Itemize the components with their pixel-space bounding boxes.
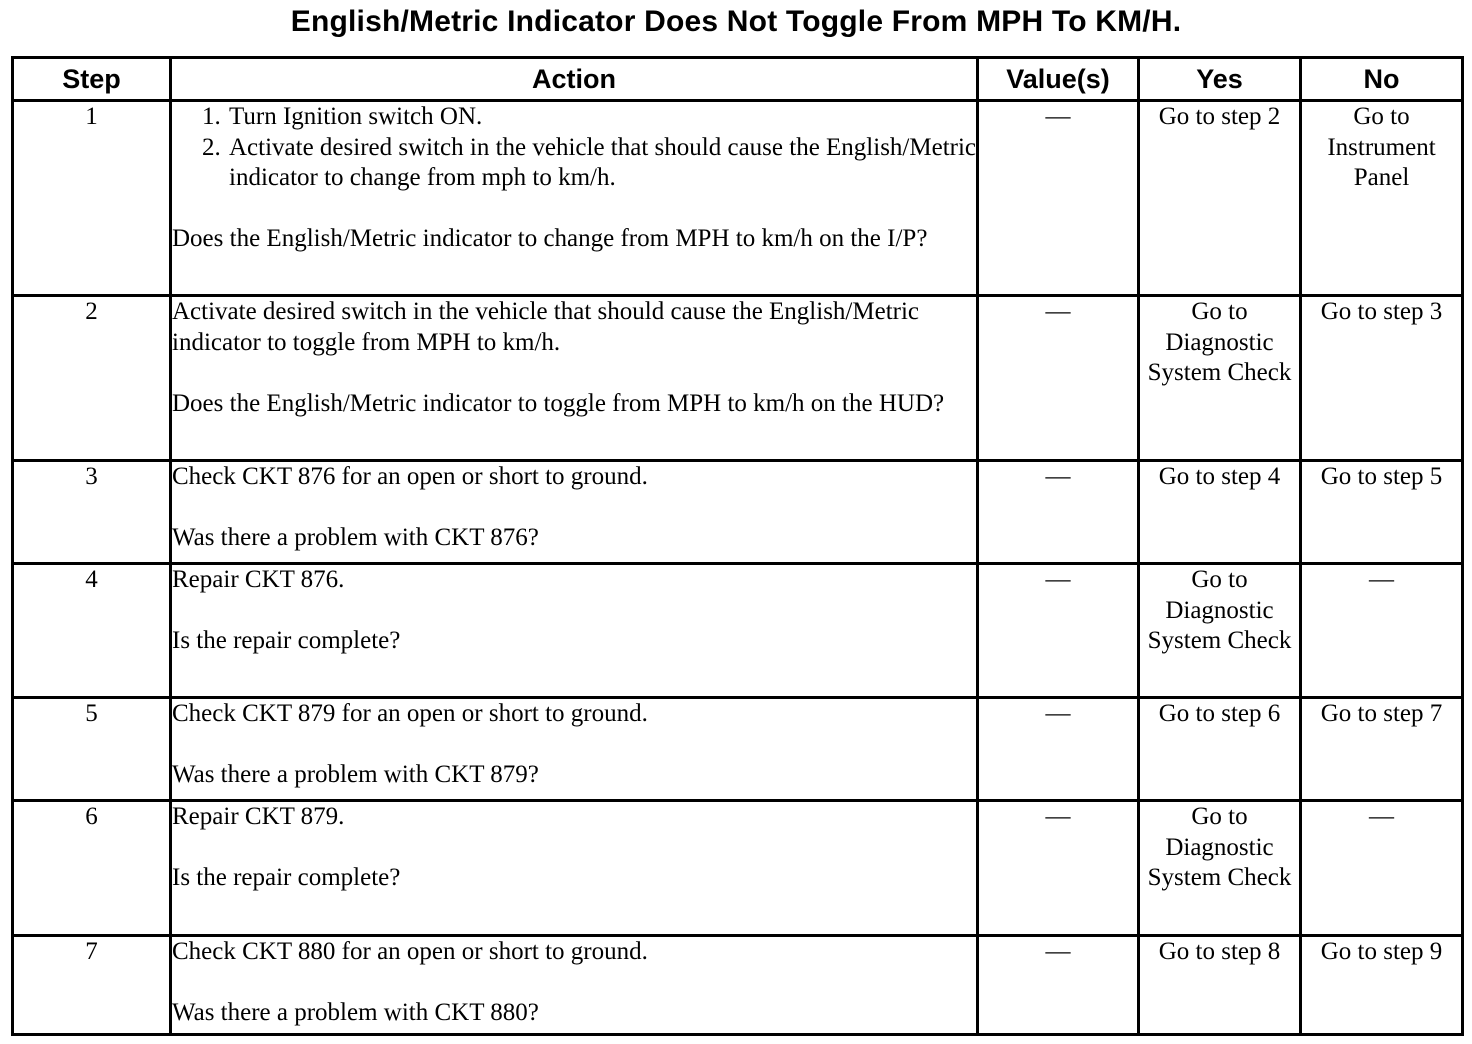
yes-result: Go to Diagnostic System Check <box>1139 296 1301 461</box>
action-cell <box>171 564 978 698</box>
yes-result: Go to step 2 <box>1139 101 1301 296</box>
action-text: Activate desired switch in the vehicle that should cause the English/Metric indicator to toggle from MPH to km/h. <box>172 298 920 356</box>
no-result: — <box>1301 801 1463 936</box>
column-header-yes: Yes <box>1139 58 1301 101</box>
value-cell: — <box>978 101 1139 296</box>
action-cell <box>171 936 978 1035</box>
table-row <box>13 296 1463 461</box>
no-result: Go to step 7 <box>1301 698 1463 801</box>
action-question: Was there a problem with CKT 876? <box>172 524 539 551</box>
action-question: Was there a problem with CKT 879? <box>172 761 539 788</box>
yes-result: Go to Diagnostic System Check <box>1139 564 1301 698</box>
table-row <box>13 936 1463 1035</box>
column-header-step: Step <box>13 58 171 101</box>
column-header-action: Action <box>171 58 978 101</box>
action-text: Check CKT 880 for an open or short to ground. <box>172 938 648 965</box>
yes-result: Go to step 8 <box>1139 936 1301 1035</box>
step-number: 3 <box>13 461 171 564</box>
column-header-values: Value(s) <box>978 58 1139 101</box>
value-cell: — <box>978 296 1139 461</box>
action-list-item: 1. Turn Ignition switch ON. <box>227 102 976 133</box>
no-result: Go to Instrument Panel <box>1301 101 1463 296</box>
value-cell: — <box>978 801 1139 936</box>
action-cell <box>171 801 978 936</box>
action-question: Does the English/Metric indicator to change from MPH to km/h on the I/P? <box>172 225 928 252</box>
step-number: 4 <box>13 564 171 698</box>
value-cell: — <box>978 698 1139 801</box>
step-number: 1 <box>13 101 171 296</box>
page-title: English/Metric Indicator Does Not Toggle From MPH To KM/H. <box>290 5 1182 38</box>
action-cell <box>171 101 978 296</box>
no-result: Go to step 5 <box>1301 461 1463 564</box>
table-header-row <box>13 58 1463 101</box>
table-row <box>13 801 1463 936</box>
step-number: 5 <box>13 698 171 801</box>
yes-result: Go to Diagnostic System Check <box>1139 801 1301 936</box>
value-cell: — <box>978 461 1139 564</box>
yes-result: Go to step 4 <box>1139 461 1301 564</box>
table-row <box>13 564 1463 698</box>
action-question: Was there a problem with CKT 880? <box>172 999 539 1026</box>
action-question: Is the repair complete? <box>172 864 401 891</box>
action-cell <box>171 461 978 564</box>
column-header-no: No <box>1301 58 1463 101</box>
action-cell <box>171 296 978 461</box>
value-cell: — <box>978 936 1139 1035</box>
diagnostic-table <box>11 56 1464 1036</box>
action-text: Repair CKT 879. <box>172 803 345 830</box>
step-number: 7 <box>13 936 171 1035</box>
table-row <box>13 101 1463 296</box>
yes-result: Go to step 6 <box>1139 698 1301 801</box>
value-cell: — <box>978 564 1139 698</box>
step-number: 6 <box>13 801 171 936</box>
action-cell <box>171 698 978 801</box>
action-question: Is the repair complete? <box>172 627 401 654</box>
table-row <box>13 698 1463 801</box>
action-text: Check CKT 879 for an open or short to ground. <box>172 700 648 727</box>
action-text: Check CKT 876 for an open or short to ground. <box>172 463 648 490</box>
action-list <box>172 102 976 194</box>
no-result: Go to step 3 <box>1301 296 1463 461</box>
action-text: Repair CKT 876. <box>172 566 345 593</box>
no-result: — <box>1301 564 1463 698</box>
step-number: 2 <box>13 296 171 461</box>
action-question: Does the English/Metric indicator to toggle from MPH to km/h on the HUD? <box>172 389 945 417</box>
table-row <box>13 461 1463 564</box>
no-result: Go to step 9 <box>1301 936 1463 1035</box>
action-list-item: 2. Activate desired switch in the vehicle that should cause the English/Metric indicator to change from mph to km/h. <box>227 133 976 194</box>
